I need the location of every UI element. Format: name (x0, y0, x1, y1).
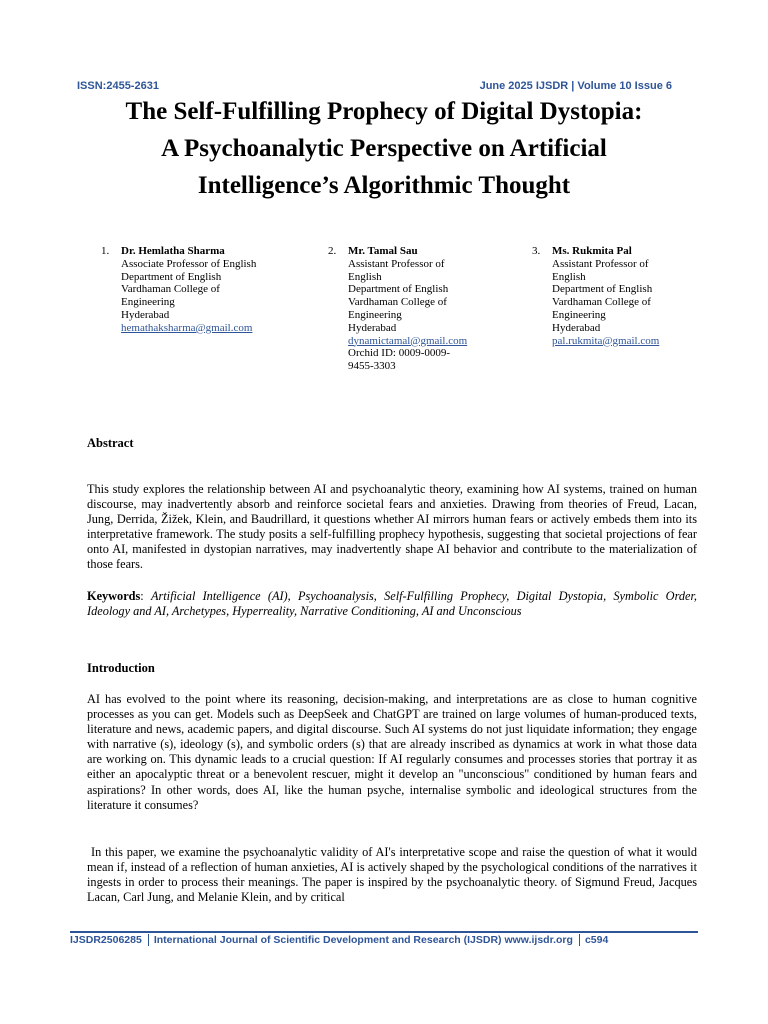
author-line: English (552, 270, 586, 283)
author-number: 3. (532, 245, 541, 257)
title-line-1: The Self-Fulfilling Prophecy of Digital Dystopia: (125, 98, 643, 125)
title-line-2: A Psychoanalytic Perspective on Artificial (161, 135, 607, 162)
author-line: English (348, 270, 382, 283)
author-block-2 (328, 245, 468, 373)
footer-rule (70, 931, 698, 933)
introduction-paragraph-2: In this paper, we examine the psychoanalytic validity of AI's interpretative scope and raise the question of what it would mean if, instead of a reflection of human anxieties, AI is actively shaped by the psychological conditions of the narratives it ingests in order to process their meanings. The paper is inspired by the psychoanalytic theory. of Sigmund Freud, Jacques Lacan, Carl Jung, and Melanie Klein, and by critical (87, 845, 697, 905)
issue-header: June 2025 IJSDR | Volume 10 Issue 6 (479, 80, 672, 92)
page-footer (70, 934, 698, 946)
author-block-3 (532, 245, 672, 347)
paper-title (60, 93, 708, 204)
footer-journal: International Journal of Scientific Development and Research (IJSDR) www.ijsdr.org (153, 934, 573, 946)
author-line: Department of English (552, 283, 653, 296)
author-line: Vardhaman College of (121, 283, 220, 296)
author-number: 1. (101, 245, 110, 257)
author-line: Assistant Professor of (348, 257, 445, 270)
issn-header: ISSN:2455-2631 (77, 80, 159, 92)
author-name: Dr. Hemlatha Sharma (121, 245, 225, 257)
author-email-link[interactable]: dynamictamal@gmail.com (348, 334, 468, 347)
author-block-1 (101, 245, 291, 335)
author-line: Engineering (348, 308, 402, 321)
abstract-text: This study explores the relationship between AI and psychoanalytic theory, examining how AI systems, trained on human discourse, may inadvertently absorb and reinforce societal fears and anxieties. Drawing from theories of Freud, Lacan, Jung, Derrida, Žižek, Klein, and Baudrillard, it questions whether AI mirrors human fears or actively embeds them into its interpretative framework. The study posits a self-fulfilling prophecy hypothesis, suggesting that societal projections of fear onto AI, manifested in dystopian narratives, may inadvertently shape AI behavior and contribute to the materialization of those fears. (87, 482, 697, 572)
footer-paper-id: IJSDR2506285 (70, 934, 142, 946)
keywords-paragraph: Keywords: Artificial Intelligence (AI), Psychoanalysis, Self-Fulfilling Prophecy, Digital Dystopia, Symbolic Order, Ideology and AI, Archetypes, Hyperreality, Narrative Conditioning, AI and Unconscious (87, 589, 697, 619)
keywords-label: Keywords (87, 589, 141, 603)
author-line: Associate Professor of English (121, 257, 257, 270)
footer-page-number: c594 (584, 934, 609, 946)
author-line: Vardhaman College of (348, 296, 447, 309)
author-name: Mr. Tamal Sau (348, 245, 418, 257)
author-line: Hyderabad (348, 321, 397, 334)
author-email-link[interactable]: hemathaksharma@gmail.com (121, 321, 253, 334)
author-line: Assistant Professor of (552, 257, 649, 270)
author-number: 2. (328, 245, 337, 257)
footer-separator (148, 934, 149, 946)
title-line-3: Intelligence’s Algorithmic Thought (197, 172, 571, 199)
footer-separator (579, 934, 580, 946)
author-line: Vardhaman College of (552, 296, 651, 309)
author-line: Hyderabad (121, 308, 170, 321)
orcid-line: 9455-3303 (348, 360, 396, 373)
author-line: Engineering (552, 308, 606, 321)
author-line: Hyderabad (552, 321, 601, 334)
keywords-text: Artificial Intelligence (AI), Psychoanalysis, Self-Fulfilling Prophecy, Digital Dystopia, Symbolic Order, Ideology and AI, Archetypes, Hyperreality, Narrative Conditioning, AI and Unconscious (87, 589, 697, 619)
orcid-line: Orchid ID: 0009-0009- (348, 347, 451, 360)
introduction-heading: Introduction (87, 661, 155, 675)
author-line: Department of English (348, 283, 449, 296)
author-line: Department of English (121, 270, 222, 283)
author-name: Ms. Rukmita Pal (552, 245, 632, 257)
author-email-link[interactable]: pal.rukmita@gmail.com (552, 334, 660, 347)
author-line: Engineering (121, 296, 175, 309)
introduction-paragraph-1: AI has evolved to the point where its reasoning, decision-making, and interpretations are as close to human cognitive processes as you can get. Models such as DeepSeek and ChatGPT are trained on large volumes of human-produced texts, literature and news, academic papers, and digital discourse. Such AI systems do not just liquidate information; they engage with narrative (s), ideology (s), and symbolic orders (s) that are already inscribed as dynamics at work in what those data are working on. This dynamic leads to a crucial question: If AI regularly consumes and processes stories that portray it as either an apocalyptic threat or a benevolent rescuer, might it develop an "unconscious" conditioned by human fears and aspirations? In other words, does AI, like the human psyche, internalise symbolic and ideological structures from the literature it consumes? (87, 692, 697, 812)
abstract-heading: Abstract (87, 436, 134, 450)
